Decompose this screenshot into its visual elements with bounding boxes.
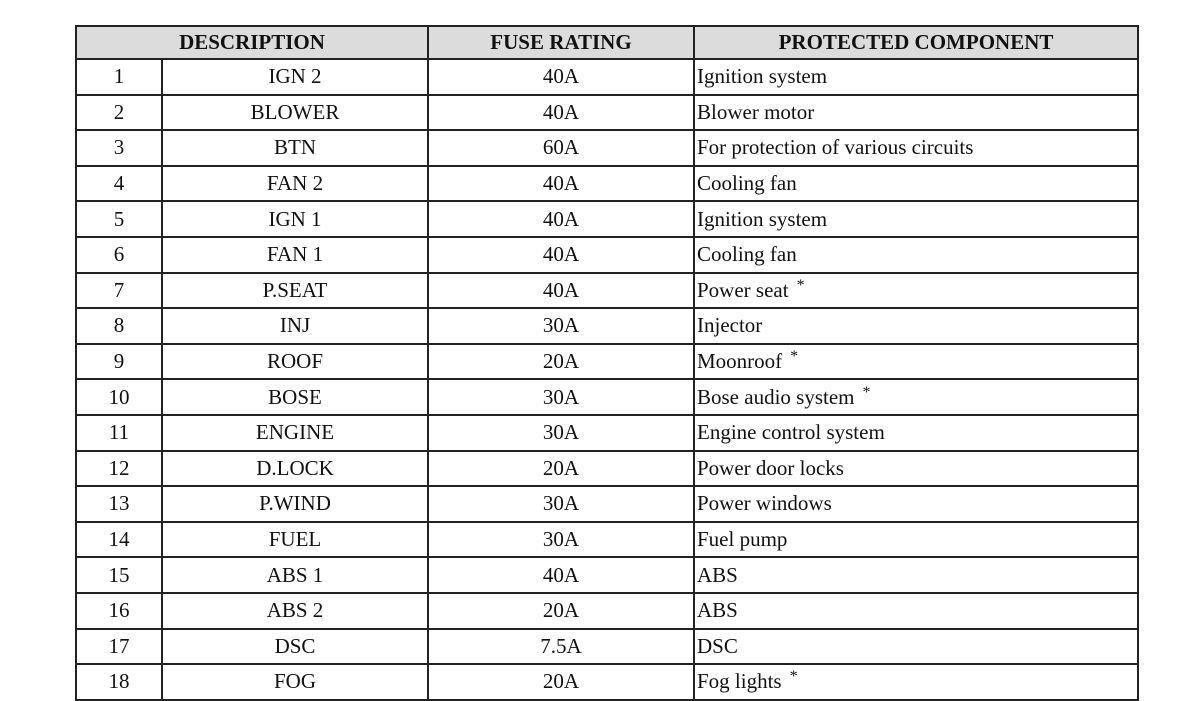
fuse-rating-cell: 40A <box>428 201 694 237</box>
fuse-number-cell: 13 <box>76 486 162 522</box>
table-row <box>76 415 1138 451</box>
protected-component-text: Power door locks <box>697 455 844 480</box>
protected-component-text: For protection of various circuits <box>697 135 974 160</box>
fuse-description-cell: ABS 1 <box>162 557 428 593</box>
table-row <box>76 308 1138 344</box>
fuse-number-cell: 14 <box>76 522 162 558</box>
protected-component-cell <box>694 166 1138 202</box>
table-row <box>76 59 1138 95</box>
protected-component-cell <box>694 451 1138 487</box>
protected-component-text: Injector <box>697 313 763 338</box>
protected-component-cell <box>694 522 1138 558</box>
protected-component-text: Cooling fan <box>697 171 797 196</box>
optional-equipment-asterisk: * <box>862 383 871 401</box>
fuse-description-cell: DSC <box>162 629 428 665</box>
protected-component-text: Blower motor <box>697 99 815 124</box>
protected-component-cell <box>694 415 1138 451</box>
fuse-description-cell: P.WIND <box>162 486 428 522</box>
protected-component-cell <box>694 273 1138 309</box>
table-row <box>76 379 1138 415</box>
protected-component-text: Cooling fan <box>697 242 797 267</box>
table-row <box>76 557 1138 593</box>
protected-component-cell <box>694 486 1138 522</box>
protected-component-cell <box>694 593 1138 629</box>
table-row <box>76 593 1138 629</box>
fuse-number-cell: 8 <box>76 308 162 344</box>
fuse-number-cell: 18 <box>76 664 162 700</box>
fuse-rating-cell: 20A <box>428 593 694 629</box>
fuse-number-cell: 16 <box>76 593 162 629</box>
fuse-description-cell: INJ <box>162 308 428 344</box>
table-row <box>76 664 1138 700</box>
protected-component-cell <box>694 201 1138 237</box>
protected-component-text: Fuel pump <box>697 527 788 552</box>
protected-component-text: ABS <box>697 562 738 587</box>
fuse-description-cell: IGN 2 <box>162 59 428 95</box>
fuse-rating-cell: 30A <box>428 379 694 415</box>
table-row <box>76 201 1138 237</box>
protected-component-cell <box>694 237 1138 273</box>
fuse-description-cell: BLOWER <box>162 95 428 131</box>
fuse-description-cell: D.LOCK <box>162 451 428 487</box>
protected-component-text: Moonroof <box>697 349 783 374</box>
fuse-description-cell: ABS 2 <box>162 593 428 629</box>
header-description: DESCRIPTION <box>76 26 428 59</box>
table-row <box>76 629 1138 665</box>
fuse-rating-cell: 40A <box>428 95 694 131</box>
table-row <box>76 237 1138 273</box>
fuse-description-cell: ROOF <box>162 344 428 380</box>
protected-component-text: Bose audio system <box>697 384 855 409</box>
protected-component-cell <box>694 557 1138 593</box>
fuse-description-cell: FOG <box>162 664 428 700</box>
table-row <box>76 344 1138 380</box>
fuse-rating-cell: 7.5A <box>428 629 694 665</box>
fuse-description-cell: IGN 1 <box>162 201 428 237</box>
header-fuse-rating: FUSE RATING <box>428 26 694 59</box>
fuse-rating-cell: 40A <box>428 237 694 273</box>
fuse-number-cell: 17 <box>76 629 162 665</box>
protected-component-cell <box>694 344 1138 380</box>
fuse-number-cell: 11 <box>76 415 162 451</box>
fuse-number-cell: 6 <box>76 237 162 273</box>
protected-component-cell <box>694 379 1138 415</box>
fuse-number-cell: 12 <box>76 451 162 487</box>
protected-component-cell <box>694 664 1138 700</box>
fuse-number-cell: 2 <box>76 95 162 131</box>
table-row <box>76 451 1138 487</box>
fuse-description-cell: FUEL <box>162 522 428 558</box>
fuse-number-cell: 1 <box>76 59 162 95</box>
fuse-number-cell: 3 <box>76 130 162 166</box>
fuse-description-cell: FAN 1 <box>162 237 428 273</box>
protected-component-text: Ignition system <box>697 64 828 89</box>
fuse-number-cell: 4 <box>76 166 162 202</box>
fuse-rating-cell: 30A <box>428 486 694 522</box>
table-row <box>76 166 1138 202</box>
fuse-description-cell: BTN <box>162 130 428 166</box>
protected-component-text: Power seat <box>697 277 789 302</box>
fuse-description-cell: P.SEAT <box>162 273 428 309</box>
fuse-description-cell: BOSE <box>162 379 428 415</box>
table-row <box>76 522 1138 558</box>
table-row <box>76 130 1138 166</box>
optional-equipment-asterisk: * <box>789 668 798 686</box>
fuse-rating-cell: 30A <box>428 415 694 451</box>
fuse-number-cell: 7 <box>76 273 162 309</box>
fuse-rating-cell: 40A <box>428 557 694 593</box>
fuse-rating-cell: 40A <box>428 166 694 202</box>
fuse-number-cell: 9 <box>76 344 162 380</box>
protected-component-text: Power windows <box>697 491 832 516</box>
fuse-number-cell: 15 <box>76 557 162 593</box>
fuse-rating-cell: 20A <box>428 451 694 487</box>
optional-equipment-asterisk: * <box>790 348 799 366</box>
protected-component-cell <box>694 59 1138 95</box>
fuse-rating-cell: 40A <box>428 273 694 309</box>
table-row <box>76 486 1138 522</box>
protected-component-text: Fog lights <box>697 669 782 694</box>
protected-component-cell <box>694 95 1138 131</box>
fuse-rating-cell: 20A <box>428 664 694 700</box>
protected-component-text: DSC <box>697 633 738 658</box>
fuse-description-cell: ENGINE <box>162 415 428 451</box>
fuse-rating-cell: 20A <box>428 344 694 380</box>
fuse-number-cell: 5 <box>76 201 162 237</box>
table-header-row <box>76 26 1138 59</box>
fuse-rating-cell: 30A <box>428 522 694 558</box>
fuse-rating-cell: 40A <box>428 59 694 95</box>
protected-component-text: ABS <box>697 598 738 623</box>
optional-equipment-asterisk: * <box>796 276 805 294</box>
table-row <box>76 95 1138 131</box>
header-protected-component: PROTECTED COMPONENT <box>694 26 1138 59</box>
protected-component-cell <box>694 629 1138 665</box>
fuse-rating-cell: 30A <box>428 308 694 344</box>
fuse-table <box>75 25 1139 701</box>
protected-component-text: Ignition system <box>697 206 828 231</box>
protected-component-cell <box>694 130 1138 166</box>
table-row <box>76 273 1138 309</box>
fuse-number-cell: 10 <box>76 379 162 415</box>
table-body <box>76 59 1138 700</box>
protected-component-text: Engine control system <box>697 420 885 445</box>
fuse-description-cell: FAN 2 <box>162 166 428 202</box>
protected-component-cell <box>694 308 1138 344</box>
fuse-rating-cell: 60A <box>428 130 694 166</box>
